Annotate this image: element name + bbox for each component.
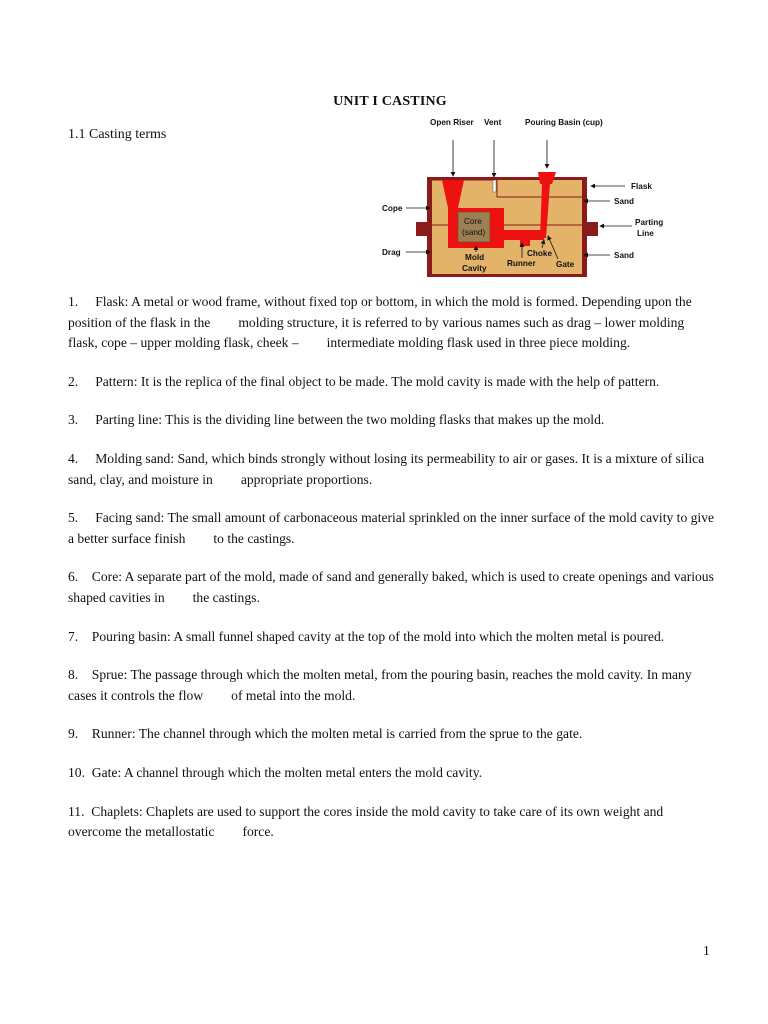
label-open-riser: Open Riser <box>430 118 474 127</box>
term-text: Gate: A channel through which the molten metal enters the mold cavity. <box>91 764 483 780</box>
label-parting-line-2: Line <box>637 229 654 238</box>
term-text: Parting line: This is the dividing line between the two molding flasks that makes up the mold. <box>95 412 605 428</box>
term-item <box>68 372 716 393</box>
term-item <box>68 410 716 431</box>
term-number: 8. <box>68 667 79 683</box>
label-flask: Flask <box>631 182 652 191</box>
term-text: Facing sand: The small amount of carbonaceous material sprinkled on the inner surface of the mold cavity to give a better surface finish <box>68 510 715 546</box>
label-sand-bottom: Sand <box>614 251 635 260</box>
vent <box>493 180 496 192</box>
term-item <box>68 292 716 354</box>
section-heading: 1.1 Casting terms <box>68 127 167 142</box>
label-pouring-basin: Pouring Basin (cup) <box>525 118 603 127</box>
label-parting-line-1: Parting <box>635 218 664 227</box>
term-text: to the castings. <box>213 530 295 546</box>
page-title: UNIT I CASTING <box>333 94 447 109</box>
term-item <box>68 567 716 608</box>
term-text: Runner: The channel through which the molten metal is carried from the sprue to the gate. <box>91 726 583 742</box>
term-number: 2. <box>68 373 79 389</box>
label-mold-cavity-1: Mold <box>465 253 485 262</box>
term-text: molding structure, it is referred to by various names such as drag – lower molding flask, cope – upper molding flask, cheek – <box>68 314 685 351</box>
term-item <box>68 763 716 784</box>
label-gate: Gate <box>556 260 575 269</box>
term-text: force. <box>242 824 274 840</box>
term-number: 11. <box>68 803 85 819</box>
flask-handle-right <box>587 222 598 236</box>
term-text: Core: A separate part of the mold, made of sand and generally baked, which is used to create openings and various shaped cavities in <box>68 569 714 605</box>
term-item <box>68 802 716 843</box>
label-choke: Choke <box>527 249 553 258</box>
term-item <box>68 449 716 490</box>
term-number: 4. <box>68 450 79 466</box>
term-number: 6. <box>68 569 79 585</box>
casting-mold-diagram <box>372 112 672 282</box>
term-item <box>68 665 716 706</box>
term-number: 5. <box>68 510 79 526</box>
label-runner: Runner <box>507 259 536 268</box>
term-item <box>68 724 716 745</box>
label-mold-cavity-2: Cavity <box>462 264 487 273</box>
terms-list <box>68 292 716 861</box>
term-number: 10. <box>68 764 85 780</box>
term-text: appropriate proportions. <box>240 471 373 487</box>
label-sand-top: Sand <box>614 197 635 206</box>
term-item <box>68 508 716 549</box>
term-text: Pattern: It is the replica of the final object to be made. The mold cavity is made with the help of pattern. <box>95 373 660 389</box>
term-text: Sprue: The passage through which the molten metal, from the pouring basin, reaches the mold cavity. In many cases it controls the flow <box>68 667 692 703</box>
page-number: 1 <box>703 943 710 958</box>
term-text: intermediate molding flask used in three piece molding. <box>326 335 631 351</box>
label-cope: Cope <box>382 204 403 213</box>
term-text: Pouring basin: A small funnel shaped cavity at the top of the mold into which the molten metal is poured. <box>91 628 665 644</box>
term-number: 7. <box>68 628 79 644</box>
term-text: Chaplets: Chaplets are used to support the cores inside the mold cavity to take care of its own weight and overcome the metallostatic <box>68 803 664 840</box>
term-text: Molding sand: Sand, which binds strongly without losing its permeability to air or gases. It is a mixture of silica sand, clay, and moisture in <box>68 450 705 487</box>
term-text: Flask: A metal or wood frame, without fixed top or bottom, in which the mold is formed. Depending upon the position of the flask in the <box>68 294 692 330</box>
label-vent: Vent <box>484 118 502 127</box>
term-item <box>68 627 716 648</box>
term-text: the castings. <box>192 589 260 605</box>
term-number: 9. <box>68 726 79 742</box>
label-core-2: (sand) <box>462 228 486 237</box>
label-drag: Drag <box>382 248 401 257</box>
flask-handle-left <box>416 222 427 236</box>
term-number: 1. <box>68 294 79 309</box>
term-text: of metal into the mold. <box>231 687 356 703</box>
term-number: 3. <box>68 412 79 428</box>
label-core-1: Core <box>464 217 482 226</box>
